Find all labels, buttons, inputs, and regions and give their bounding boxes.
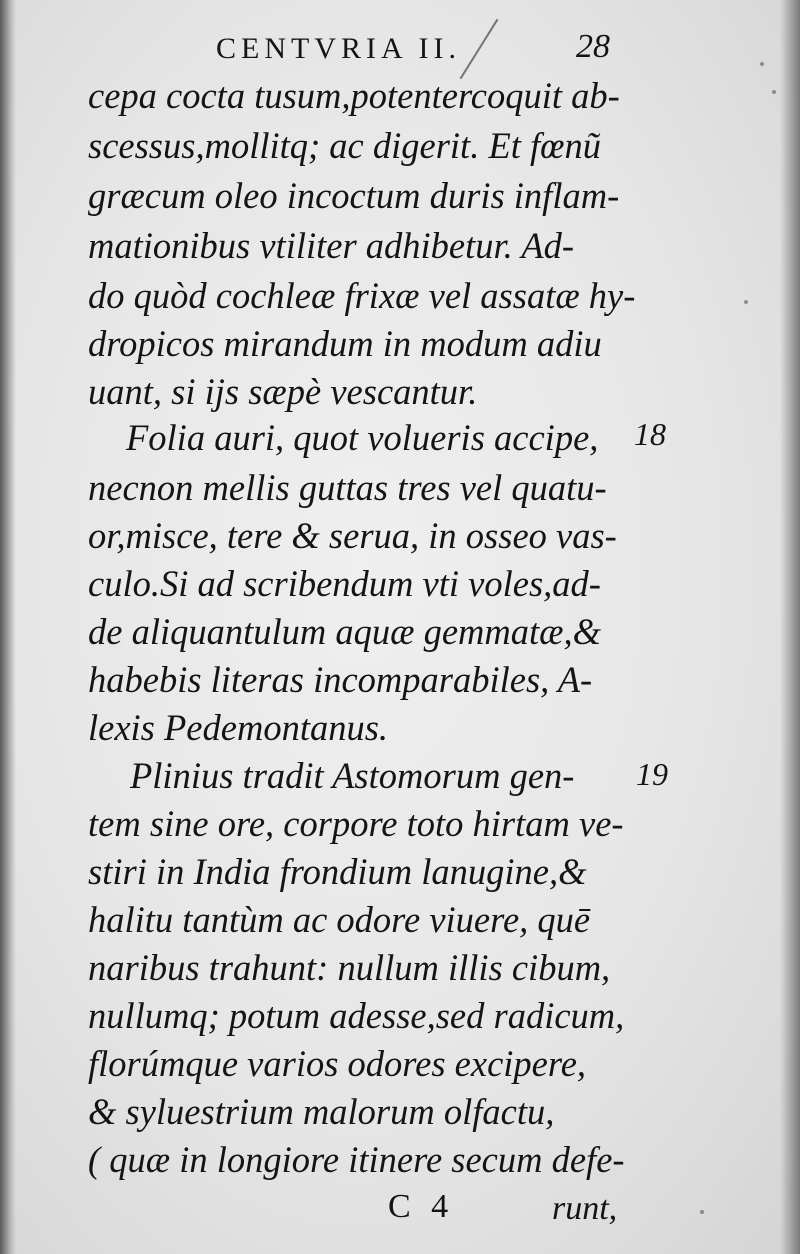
text-line: florúmque varios odores excipere,	[88, 1043, 587, 1084]
margin-entry-number: 18	[634, 416, 666, 452]
text-line: necnon mellis guttas tres vel quatu-	[88, 467, 607, 508]
paper-speck	[744, 300, 748, 304]
paper-speck	[772, 90, 776, 94]
text-line: do quòd cochleæ frixæ vel assatæ hy-	[88, 275, 636, 316]
page-gutter-shadow	[0, 0, 16, 1254]
text-line: uant, si ijs sæpè vescantur.	[88, 371, 478, 412]
text-line: dropicos mirandum in modum adiu	[88, 323, 602, 364]
paper-speck	[700, 1210, 704, 1214]
paragraph-start-line: Plinius tradit Astomorum gen-	[130, 755, 575, 796]
margin-entry-number: 19	[636, 756, 668, 792]
paragraph-start-line: Folia auri, quot volueris accipe,	[126, 417, 599, 458]
text-line: habebis literas incomparabiles, A-	[88, 659, 593, 700]
text-line: stiri in India frondium lanugine,&	[88, 851, 587, 892]
text-line: cepa cocta tusum,potentercoquit ab-	[88, 75, 620, 116]
page-edge-shadow	[780, 0, 800, 1254]
paper-crease-mark	[460, 19, 499, 79]
text-line: halitu tantùm ac odore viuere, quē	[88, 899, 591, 940]
text-line: græcum oleo incoctum duris inflam-	[88, 175, 620, 216]
text-line: de aliquantulum aquæ gemmatæ,&	[88, 611, 602, 652]
text-line: lexis Pedemontanus.	[88, 707, 389, 748]
page-number: 28	[576, 28, 610, 65]
text-line: or,misce, tere & serua, in osseo vas-	[88, 515, 617, 556]
text-line: nullumq; potum adesse,sed radicum,	[88, 995, 625, 1036]
text-line: ( quæ in longiore itinere secum defe-	[88, 1139, 625, 1180]
text-line: tem sine ore, corpore toto hirtam ve-	[88, 803, 624, 844]
text-line: naribus trahunt: nullum illis cibum,	[88, 947, 611, 988]
text-line: mationibus vtiliter adhibetur. Ad-	[88, 225, 574, 266]
text-line: & syluestrium malorum olfactu,	[88, 1091, 555, 1132]
catchword: runt,	[552, 1190, 618, 1227]
running-title: CENTVRIA II.	[216, 32, 461, 65]
text-line: culo.Si ad scribendum vti voles,ad-	[88, 563, 601, 604]
text-line: scessus,mollitq; ac digerit. Et fœnũ	[88, 125, 601, 166]
paper-speck	[760, 62, 764, 66]
signature-mark: C 4	[388, 1188, 455, 1225]
